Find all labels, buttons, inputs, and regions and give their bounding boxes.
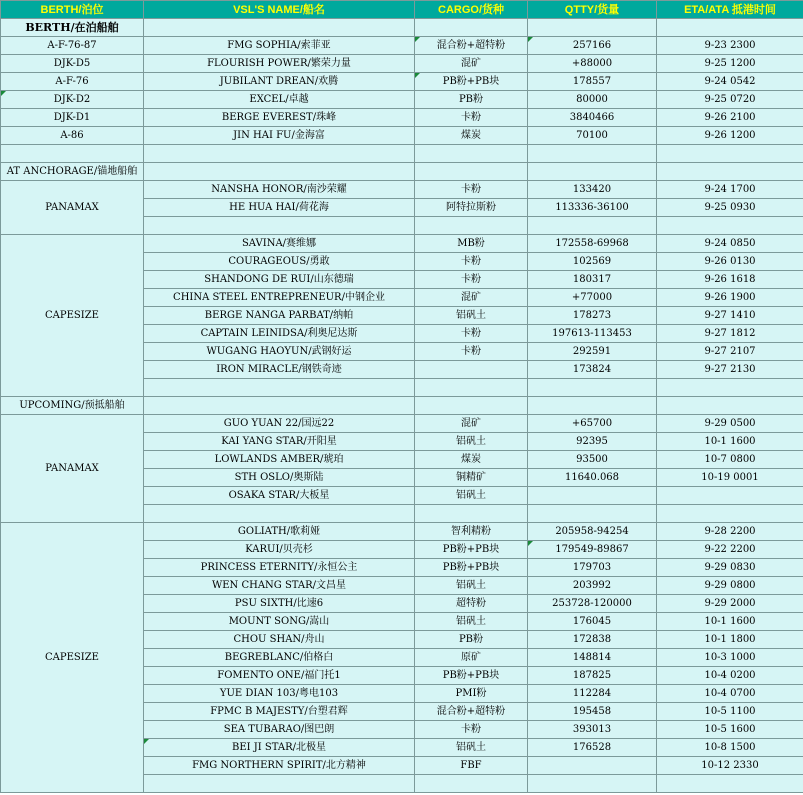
vessel-cell[interactable]: GOLIATH/歌莉娅 [144, 523, 415, 541]
cargo-cell[interactable]: 卡粉 [415, 271, 528, 289]
empty-row [1, 145, 803, 163]
qty-cell[interactable]: 112284 [528, 685, 657, 703]
berth-cell[interactable]: A-86 [1, 127, 144, 145]
header-eta[interactable]: ETA/ATA 抵港时间 [657, 1, 803, 19]
eta-cell[interactable]: 9-24 1700 [657, 181, 803, 199]
header-row [1, 1, 803, 19]
vessel-cell[interactable]: CHINA STEEL ENTREPRENEUR/中钢企业 [144, 289, 415, 307]
eta-cell[interactable]: 10-4 0700 [657, 685, 803, 703]
cargo-cell[interactable]: 铝矾土 [415, 487, 528, 505]
cargo-cell[interactable]: 铝矾土 [415, 739, 528, 757]
cargo-cell[interactable]: 铝矾土 [415, 307, 528, 325]
cargo-cell[interactable]: 混合粉+超特粉 [415, 37, 528, 55]
eta-cell[interactable]: 9-25 1200 [657, 55, 803, 73]
qty-cell[interactable]: 80000 [528, 91, 657, 109]
table-row [1, 91, 803, 109]
cargo-cell[interactable]: 铝矾土 [415, 433, 528, 451]
vessel-cell[interactable]: NANSHA HONOR/南沙荣耀 [144, 181, 415, 199]
qty-cell[interactable]: 176528 [528, 739, 657, 757]
vessel-cell[interactable]: CHOU SHAN/舟山 [144, 631, 415, 649]
qty-cell[interactable]: 113336-36100 [528, 199, 657, 217]
category-cell-capesize[interactable]: CAPESIZE [1, 523, 144, 793]
eta-cell[interactable]: 10-1 1800 [657, 631, 803, 649]
berth-cell[interactable]: DJK-D1 [1, 109, 144, 127]
eta-cell[interactable]: 9-26 1900 [657, 289, 803, 307]
qty-cell[interactable] [528, 487, 657, 505]
cargo-cell[interactable]: PB粉+PB块 [415, 541, 528, 559]
vessel-cell[interactable]: EXCEL/卓越 [144, 91, 415, 109]
cargo-cell[interactable] [415, 361, 528, 379]
cargo-cell[interactable]: 卡粉 [415, 721, 528, 739]
qty-cell[interactable]: 179703 [528, 559, 657, 577]
cargo-cell[interactable]: MB粉 [415, 235, 528, 253]
qty-cell[interactable]: 70100 [528, 127, 657, 145]
eta-cell[interactable]: 10-3 1000 [657, 649, 803, 667]
table-row [1, 109, 803, 127]
cargo-cell[interactable]: 混矿 [415, 289, 528, 307]
qty-cell[interactable]: 195458 [528, 703, 657, 721]
berth-cell[interactable]: A-F-76 [1, 73, 144, 91]
header-quantity[interactable]: QTTY/货量 [528, 1, 657, 19]
qty-cell[interactable]: +77000 [528, 289, 657, 307]
header-berth[interactable]: BERTH/泊位 [1, 1, 144, 19]
qty-cell[interactable]: +65700 [528, 415, 657, 433]
qty-cell[interactable]: 205958-94254 [528, 523, 657, 541]
eta-cell[interactable]: 9-27 2107 [657, 343, 803, 361]
vessel-cell[interactable]: PRINCESS ETERNITY/永恒公主 [144, 559, 415, 577]
berth-cell[interactable]: A-F-76-87 [1, 37, 144, 55]
vessel-cell[interactable]: BERGE EVEREST/珠峰 [144, 109, 415, 127]
vessel-cell[interactable]: SEA TUBARAO/图巴朗 [144, 721, 415, 739]
cargo-cell[interactable]: 阿特拉斯粉 [415, 199, 528, 217]
cargo-cell[interactable]: 混矿 [415, 415, 528, 433]
vessel-cell[interactable]: CAPTAIN LEINIDSA/利奥尼达斯 [144, 325, 415, 343]
qty-cell[interactable]: 93500 [528, 451, 657, 469]
eta-cell[interactable]: 9-27 1410 [657, 307, 803, 325]
cargo-cell[interactable]: 卡粉 [415, 325, 528, 343]
eta-cell[interactable]: 10-5 1600 [657, 721, 803, 739]
cargo-cell[interactable]: PB粉 [415, 91, 528, 109]
qty-cell[interactable]: 102569 [528, 253, 657, 271]
vessel-cell[interactable]: WEN CHANG STAR/文昌星 [144, 577, 415, 595]
qty-cell[interactable]: 11640.068 [528, 469, 657, 487]
eta-cell[interactable]: 9-25 0930 [657, 199, 803, 217]
qty-cell[interactable]: 292591 [528, 343, 657, 361]
cargo-cell[interactable]: PB粉 [415, 631, 528, 649]
eta-cell[interactable]: 9-24 0850 [657, 235, 803, 253]
table-row [1, 523, 803, 541]
vessel-cell[interactable]: FMG SOPHIA/索菲亚 [144, 37, 415, 55]
vessel-cell[interactable]: WUGANG HAOYUN/武钢好运 [144, 343, 415, 361]
section-title-anchorage[interactable]: AT ANCHORAGE/锚地船舶 [1, 163, 144, 181]
vessel-cell[interactable]: JIN HAI FU/金海富 [144, 127, 415, 145]
category-cell-panamax[interactable]: PANAMAX [1, 415, 144, 523]
cargo-cell[interactable]: PMI粉 [415, 685, 528, 703]
vessel-cell[interactable]: FPMC B MAJESTY/台塑君辉 [144, 703, 415, 721]
eta-cell[interactable]: 9-23 2300 [657, 37, 803, 55]
qty-cell[interactable]: 197613-113453 [528, 325, 657, 343]
eta-cell[interactable]: 10-4 0200 [657, 667, 803, 685]
qty-cell[interactable] [528, 757, 657, 775]
vessel-cell[interactable]: COURAGEOUS/勇敢 [144, 253, 415, 271]
qty-cell[interactable]: 3840466 [528, 109, 657, 127]
vessel-cell[interactable]: IRON MIRACLE/钢铁奇迹 [144, 361, 415, 379]
cargo-cell[interactable]: PB粉+PB块 [415, 73, 528, 91]
vessel-cell[interactable]: FOMENTO ONE/福门托1 [144, 667, 415, 685]
berth-cell[interactable]: DJK-D5 [1, 55, 144, 73]
table-row [1, 415, 803, 433]
table-row [1, 73, 803, 91]
qty-cell[interactable]: 180317 [528, 271, 657, 289]
category-cell-capesize[interactable]: CAPESIZE [1, 235, 144, 397]
table-row [1, 55, 803, 73]
qty-cell[interactable]: 178273 [528, 307, 657, 325]
section-title-upcoming[interactable]: UPCOMING/预抵船舶 [1, 397, 144, 415]
cargo-cell[interactable]: 铜精矿 [415, 469, 528, 487]
qty-cell[interactable]: 172558-69968 [528, 235, 657, 253]
eta-cell[interactable]: 9-22 2200 [657, 541, 803, 559]
cargo-cell[interactable]: 智利精粉 [415, 523, 528, 541]
eta-cell[interactable]: 9-27 1812 [657, 325, 803, 343]
section-title-berth[interactable]: BERTH/在泊船舶 [1, 19, 144, 37]
vessel-cell[interactable]: SAVINA/赛维娜 [144, 235, 415, 253]
vessel-cell[interactable]: KARUI/贝壳杉 [144, 541, 415, 559]
vessel-cell[interactable]: HE HUA HAI/荷花海 [144, 199, 415, 217]
eta-cell[interactable]: 10-1 1600 [657, 613, 803, 631]
cargo-cell[interactable]: 卡粉 [415, 343, 528, 361]
qty-cell[interactable]: 253728-120000 [528, 595, 657, 613]
section-row-anchorage [1, 163, 803, 181]
vessel-cell[interactable]: LOWLANDS AMBER/琥珀 [144, 451, 415, 469]
cargo-cell[interactable]: 混合粉+超特粉 [415, 703, 528, 721]
section-row-upcoming [1, 397, 803, 415]
qty-cell[interactable]: 179549-89867 [528, 541, 657, 559]
cargo-cell[interactable]: PB粉+PB块 [415, 559, 528, 577]
qty-cell[interactable]: 148814 [528, 649, 657, 667]
cargo-cell[interactable]: 煤炭 [415, 451, 528, 469]
vessel-cell[interactable]: FLOURISH POWER/繁荣力量 [144, 55, 415, 73]
eta-cell[interactable]: 9-26 1200 [657, 127, 803, 145]
vessel-cell[interactable]: MOUNT SONG/嵩山 [144, 613, 415, 631]
eta-cell[interactable]: 10-7 0800 [657, 451, 803, 469]
header-vessel-name[interactable]: VSL'S NAME/船名 [144, 1, 415, 19]
vessel-cell[interactable]: FMG NORTHERN SPIRIT/北方精神 [144, 757, 415, 775]
eta-cell[interactable]: 9-29 0500 [657, 415, 803, 433]
section-row-berth [1, 19, 803, 37]
eta-cell[interactable]: 10-19 0001 [657, 469, 803, 487]
eta-cell[interactable]: 9-29 0830 [657, 559, 803, 577]
vessel-cell[interactable]: KAI YANG STAR/开阳星 [144, 433, 415, 451]
vessel-cell[interactable]: GUO YUAN 22/国远22 [144, 415, 415, 433]
qty-cell[interactable]: 173824 [528, 361, 657, 379]
cargo-cell[interactable]: 超特粉 [415, 595, 528, 613]
eta-cell[interactable]: 10-8 1500 [657, 739, 803, 757]
cargo-cell[interactable]: PB粉+PB块 [415, 667, 528, 685]
table-row [1, 37, 803, 55]
qty-cell[interactable]: 393013 [528, 721, 657, 739]
vessel-cell[interactable]: PSU SIXTH/比速6 [144, 595, 415, 613]
eta-cell[interactable]: 10-1 1600 [657, 433, 803, 451]
vessel-cell[interactable]: JUBILANT DREAN/欢腾 [144, 73, 415, 91]
qty-cell[interactable]: 203992 [528, 577, 657, 595]
cargo-cell[interactable]: 铝矾土 [415, 577, 528, 595]
category-cell-panamax[interactable]: PANAMAX [1, 181, 144, 235]
eta-cell[interactable]: 9-24 0542 [657, 73, 803, 91]
qty-cell[interactable]: 133420 [528, 181, 657, 199]
vessel-cell[interactable]: BERGE NANGA PARBAT/纳帕 [144, 307, 415, 325]
cargo-cell[interactable]: 铝矾土 [415, 613, 528, 631]
vessel-cell[interactable]: BEGREBLANC/伯格白 [144, 649, 415, 667]
eta-cell[interactable]: 9-28 2200 [657, 523, 803, 541]
cargo-cell[interactable]: 卡粉 [415, 109, 528, 127]
qty-cell[interactable]: 92395 [528, 433, 657, 451]
vessel-cell[interactable]: SHANDONG DE RUI/山东德瑞 [144, 271, 415, 289]
qty-cell[interactable]: 176045 [528, 613, 657, 631]
qty-cell[interactable]: 187825 [528, 667, 657, 685]
eta-cell[interactable]: 9-29 0800 [657, 577, 803, 595]
cargo-cell[interactable]: 原矿 [415, 649, 528, 667]
qty-cell[interactable]: +88000 [528, 55, 657, 73]
eta-cell[interactable]: 9-26 0130 [657, 253, 803, 271]
eta-cell[interactable]: 10-5 1100 [657, 703, 803, 721]
table-row [1, 235, 803, 253]
header-cargo[interactable]: CARGO/货种 [415, 1, 528, 19]
qty-cell[interactable]: 257166 [528, 37, 657, 55]
table-row [1, 181, 803, 199]
cargo-cell[interactable]: 混矿 [415, 55, 528, 73]
vessel-cell[interactable]: OSAKA STAR/大板星 [144, 487, 415, 505]
vessel-cell[interactable]: STH OSLO/奥斯陆 [144, 469, 415, 487]
berth-cell[interactable]: DJK-D2 [1, 91, 144, 109]
qty-cell[interactable]: 172838 [528, 631, 657, 649]
eta-cell[interactable]: 9-26 1618 [657, 271, 803, 289]
eta-cell[interactable]: 9-29 2000 [657, 595, 803, 613]
eta-cell[interactable]: 9-25 0720 [657, 91, 803, 109]
eta-cell[interactable] [657, 487, 803, 505]
vessel-cell[interactable]: BEI JI STAR/北极星 [144, 739, 415, 757]
vessel-cell[interactable]: YUE DIAN 103/粤电103 [144, 685, 415, 703]
cargo-cell[interactable]: 卡粉 [415, 181, 528, 199]
cargo-cell[interactable]: 卡粉 [415, 253, 528, 271]
eta-cell[interactable]: 9-26 2100 [657, 109, 803, 127]
cargo-cell[interactable]: FBF [415, 757, 528, 775]
table-row [1, 127, 803, 145]
cargo-cell[interactable]: 煤炭 [415, 127, 528, 145]
eta-cell[interactable]: 10-12 2330 [657, 757, 803, 775]
eta-cell[interactable]: 9-27 2130 [657, 361, 803, 379]
qty-cell[interactable]: 178557 [528, 73, 657, 91]
